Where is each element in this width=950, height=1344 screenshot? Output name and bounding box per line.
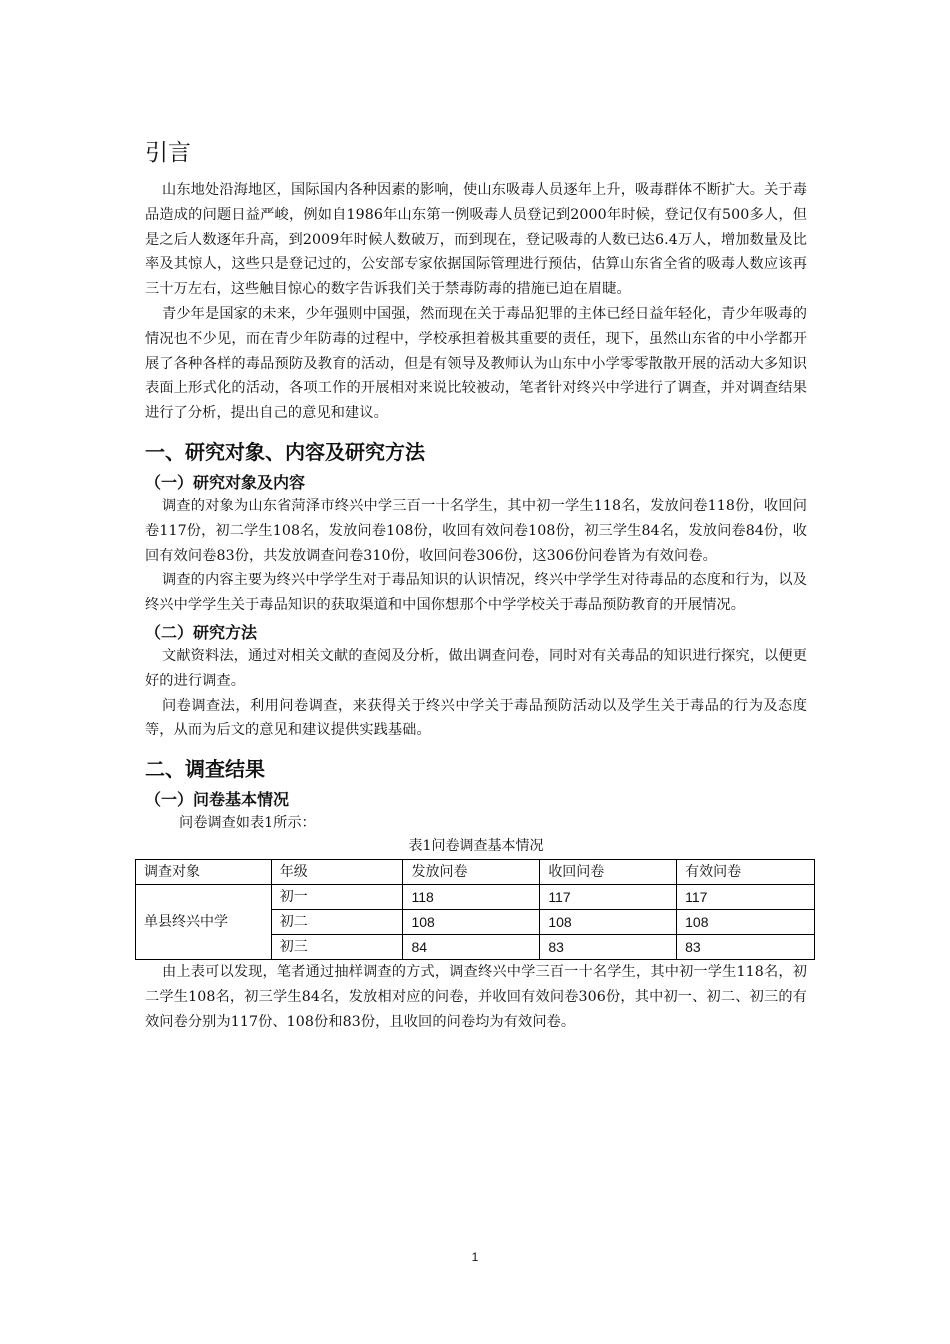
table-row	[136, 885, 815, 910]
section-heading: 一、研究对象、内容及研究方法	[145, 439, 425, 464]
distributed-cell: 108	[403, 910, 540, 935]
intro-paragraph: 山东地处沿海地区，国际国内各种因素的影响，使山东吸毒人员逐年上升，吸毒群体不断扩大。关于毒品造成的问题日益严峻，例如自1986年山东第一例吸毒人员登记到2000年时候，登记仅有500多人，但是之后人数逐年升高，到2009年时候人数破万，而到现在，登记吸毒的人数已达6.4万人，增加数量及比率及其惊人，这些只是登记过的，公安部专家依据国际管理进行预估，估算山东省全省的吸毒人数应该再三十万左右，这些触目惊心的数字告诉我们关于禁毒防毒的措施已迫在眉睫。	[145, 182, 807, 298]
school-cell: 单县终兴中学	[136, 885, 272, 960]
subsection-heading: （一）研究对象及内容	[145, 472, 306, 492]
returned-cell: 83	[540, 935, 677, 960]
table-header-cell: 年级	[271, 860, 403, 885]
body-paragraph: 由上表可以发现，笔者通过抽样调查的方式，调查终兴中学三百一十名学生，其中初一学生118名，初二学生108名，初三学生84名，发放相对应的问卷，并收回有效问卷306份，其中初一、初二、初三的有效问卷分别为117份、108份和83份，且收回的问卷均为有效问卷。	[145, 964, 807, 1030]
table-caption: 表1问卷调查基本情况	[408, 838, 544, 855]
distributed-cell: 118	[403, 885, 540, 910]
table-header-cell: 发放问卷	[403, 860, 540, 885]
table-header-cell: 有效问卷	[677, 860, 815, 885]
valid-cell: 108	[677, 910, 815, 935]
grade-cell: 初三	[271, 935, 403, 960]
body-paragraph: 调查的内容主要为终兴中学学生对于毒品知识的认识情况，终兴中学学生对待毒品的态度和行为，以及终兴中学学生关于毒品知识的获取渠道和中国你想那个中学学校关于毒品预防教育的开展情况。	[145, 572, 807, 614]
valid-cell: 83	[677, 935, 815, 960]
table-header-row	[136, 860, 815, 885]
grade-cell: 初一	[271, 885, 403, 910]
returned-cell: 108	[540, 910, 677, 935]
body-paragraph: 文献资料法，通过对相关文献的查阅及分析，做出调查问卷，同时对有关毒品的知识进行探究，以便更好的进行调查。	[145, 647, 807, 689]
body-paragraph: 问卷调查法，利用问卷调查，来获得关于终兴中学关于毒品预防活动以及学生关于毒品的行为及态度等，从而为后文的意见和建议提供实践基础。	[145, 697, 807, 739]
intro-heading: 引言	[145, 140, 191, 166]
section-heading: 二、调查结果	[145, 757, 265, 782]
intro-paragraph: 青少年是国家的未来，少年强则中国强，然而现在关于毒品犯罪的主体已经日益年轻化，青少年吸毒的情况也不少见，而在青少年防毒的过程中，学校承担着极其重要的责任，现下，虽然山东省的中小学都开展了各种各样的毒品预防及教育的活动，但是有领导及教师认为山东中小学零零散散开展的活动大多知识表面上形式化的活动，各项工作的开展相对来说比较被动，笔者针对终兴中学进行了调查，并对调查结果进行了分析，提出自己的意见和建议。	[145, 305, 807, 422]
body-paragraph: 调查的对象为山东省菏泽市终兴中学三百一十名学生，其中初一学生118名，发放问卷118份，收回问卷117份，初二学生108名，发放问卷108份，收回有效问卷108份，初三学生84名，发放问卷84份，收回有效问卷83份，共发放调查问卷310份，收回问卷306份，这306份问卷皆为有效问卷。	[145, 497, 807, 564]
table-header-cell: 收回问卷	[540, 860, 677, 885]
subsection-heading: （一）问卷基本情况	[145, 790, 290, 810]
valid-cell: 117	[677, 885, 815, 910]
grade-cell: 初二	[271, 910, 403, 935]
survey-table	[135, 859, 815, 960]
returned-cell: 117	[540, 885, 677, 910]
distributed-cell: 84	[403, 935, 540, 960]
page-content	[145, 138, 807, 1035]
table-header-cell: 调查对象	[136, 860, 272, 885]
subsection-heading: （二）研究方法	[145, 622, 258, 642]
page-number: 1	[471, 1250, 479, 1264]
table-lead-text: 问卷调查如表1所示：	[179, 815, 316, 832]
